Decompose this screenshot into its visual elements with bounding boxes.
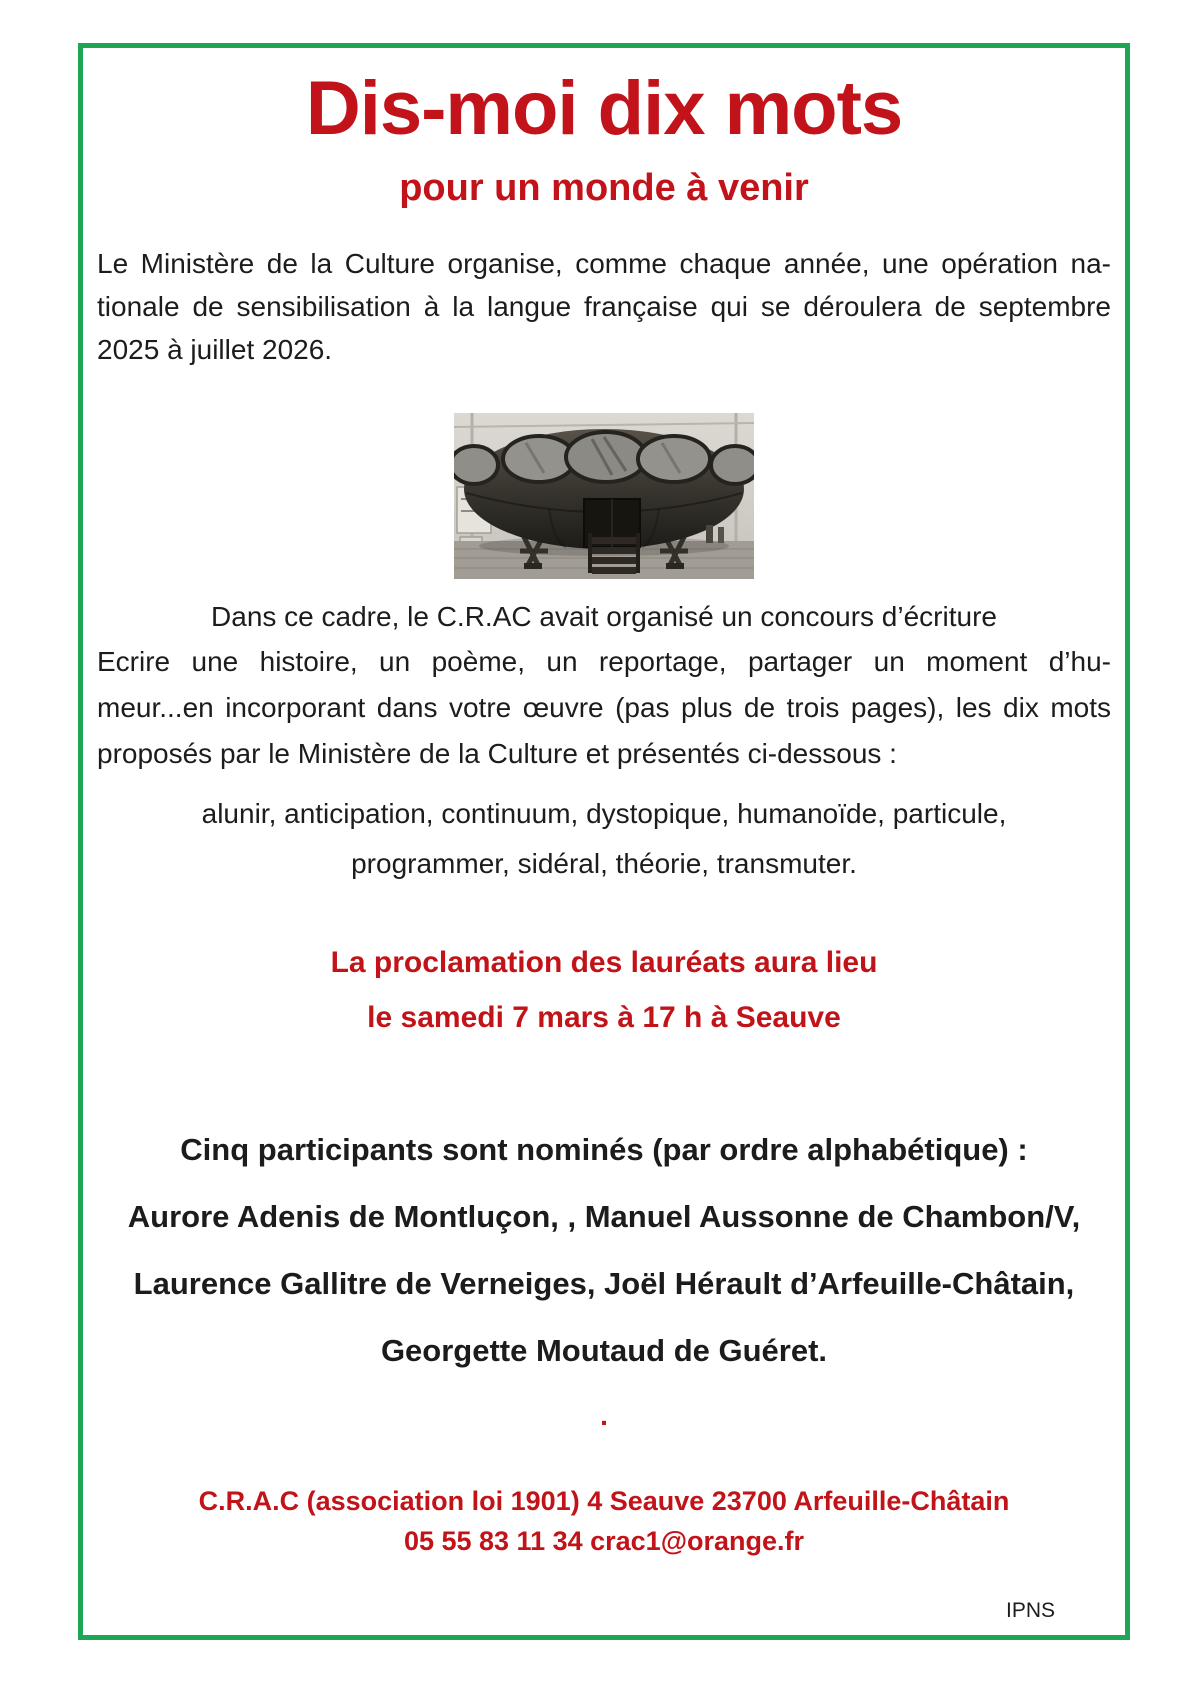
ten-words-line-1: alunir, anticipation, continuum, dystopique, humanoïde, particule,	[201, 798, 1007, 829]
intro-line-3: 2025 à juillet 2026.	[97, 334, 333, 365]
ten-words-list	[97, 789, 1111, 889]
intro-line-2: tionale de sensibilisation à la langue française qui se déroulera de septembre	[97, 291, 1111, 322]
page-title: Dis-moi dix mots	[305, 66, 903, 151]
proclamation-line-1: La proclamation des lauréats aura lieu	[330, 946, 878, 979]
ecrire-paragraph	[97, 639, 1111, 777]
proclamation-announcement	[97, 935, 1111, 1045]
cadre-line: Dans ce cadre, le C.R.AC avait organisé un concours d’écriture	[211, 601, 997, 632]
nominee-line-3: Georgette Moutaud de Guéret.	[380, 1333, 828, 1368]
futuro-house-photo	[454, 413, 754, 579]
ecrire-line-3: proposés par le Ministère de la Culture et présentés ci-dessous :	[97, 738, 897, 769]
contact-footer	[97, 1481, 1111, 1561]
stray-period: .	[600, 1400, 608, 1431]
nominees-heading: Cinq participants sont nominés (par ordre alphabétique) :	[180, 1132, 1028, 1167]
contact-phone-email-line: 05 55 83 11 34 crac1@orange.fr	[403, 1526, 805, 1556]
page-subtitle: pour un monde à venir	[399, 167, 809, 209]
flyer-green-border-box	[78, 43, 1130, 1640]
ecrire-line-1: Ecrire une histoire, un poème, un reportage, partager un moment d’hu-	[97, 646, 1111, 677]
futuro-saucer-house-illustration	[454, 413, 754, 579]
nominees-section	[97, 1133, 1111, 1368]
ecrire-line-2: meur...en incorporant dans votre œuvre (pas plus de trois pages), les dix mots	[97, 692, 1111, 723]
ipns-label: IPNS	[1005, 1599, 1055, 1622]
nominee-line-2: Laurence Gallitre de Verneiges, Joël Hérault d’Arfeuille-Châtain,	[133, 1266, 1075, 1301]
contact-address-line: C.R.A.C (association loi 1901) 4 Seauve 23700 Arfeuille-Châtain	[198, 1486, 1010, 1516]
intro-paragraph	[97, 242, 1111, 371]
proclamation-line-2: le samedi 7 mars à 17 h à Seauve	[367, 1001, 841, 1034]
intro-line-1: Le Ministère de la Culture organise, comme chaque année, une opération na-	[97, 248, 1111, 279]
nominee-line-1: Aurore Adenis de Montluçon, , Manuel Aussonne de Chambon/V,	[127, 1199, 1081, 1234]
ten-words-line-2: programmer, sidéral, théorie, transmuter.	[351, 848, 857, 879]
